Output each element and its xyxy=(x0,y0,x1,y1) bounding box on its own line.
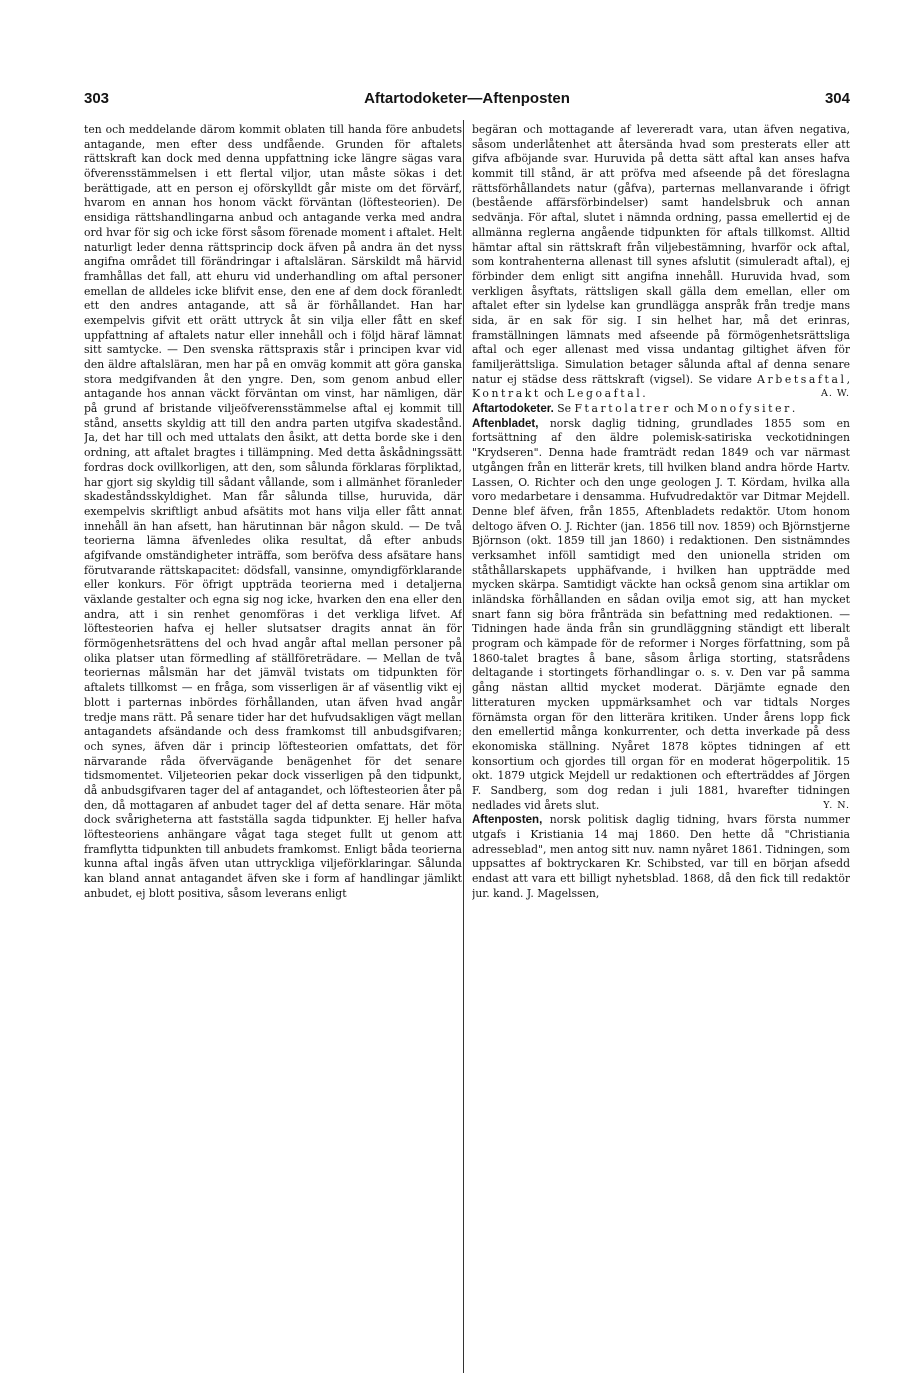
see-reference-kontrakt[interactable]: Kontrakt xyxy=(472,387,541,401)
left-column xyxy=(84,123,462,1373)
entry-aftal-end xyxy=(472,123,850,402)
column-divider xyxy=(463,120,464,1373)
see-and: och xyxy=(674,402,694,416)
see-reference-ftartolatrer[interactable]: Ftartolatrer xyxy=(574,402,671,416)
running-title: Aftartodoketer—Aftenposten xyxy=(364,90,570,107)
author-signature: Y. N. xyxy=(823,799,850,811)
entry-aftartodoketer xyxy=(472,402,850,417)
see-word: Se xyxy=(557,402,572,416)
see-reference-arbetsaftal[interactable]: Arbetsaftal xyxy=(757,372,847,386)
page-number-left: 303 xyxy=(84,90,110,107)
see-reference-legoaftal[interactable]: Legoaftal xyxy=(567,387,643,401)
see-reference-monofysiter[interactable]: Monofysiter xyxy=(697,402,792,416)
left-column-text: ten och meddelande därom kommit oblaten till handa före anbudets antagande, men efter dess undfående. Grunden för aftalets rättskraft kan dock med denna uppfattning icke längre sägas vara öfverensstämmelsen i ett flertal viljor, utan måste sökas i det berättigade, att en person ej oförskylldt går miste om det förvärf, hvarom en annan hos honom väckt förväntan (löftesteorien). De ensidiga rättshandlingarna anbud och antagande verka med andra ord hvar för sig och icke först såsom förenade moment i aftalet. Helt naturligt leder denna rättsprincip dock äfven på andra än det nyss angifna området till förändringar i aftalsläran. Särskildt må härvid framhållas det fall, att ehuru vid underhandling om aftal personer emellan de alldeles icke blifvit ense, den ene af dem dock föranledt ett den andres antagande, att så är förhållandet. Han har exempelvis gifvit ett orätt uttryck åt sin vilja eller fått en skef uppfattning af aftalets natur eller innehåll och i följd häraf lämnat sitt samtycke. — Den svenska rättspraxis står i principen kvar vid den äldre aftalsläran, men har på en omväg kommit att göra ganska stora medgifvanden åt den yngre. Den, som genom anbud eller antagande hos annan väckt förväntan om vinst, har nämligen, där på grund af bristande viljeöfverensstämmelse aftal ej kommit till stånd, ansetts skyldig att till den andra parten utgifva skadestånd. Ja, det har till och med uttalats den åsikt, att detta borde ske i den ordning, att aftalet bragtes i tillämpning. Med detta åskådningssätt fordras dock ovillkorligen, att den, som sålunda förklaras förpliktad, har gjort sig skyldig till sådant vållande, som i allmänhet föranleder skadeståndsskyldighet. Man får sålunda tillse, huruvida, där exempelvis skriftligt anbud afsätits mot hans vilja eller fått annat innehåll än han afsett, han härutinnan bär någon skuld. — De två teorierna lämna äfvenledes olika resultat, då efter anbuds afgifvande omständigheter inträffa, som beröfva dess afsätare hans förutvarande rättskapacitet: dödsfall, vansinne, omyndigförklarande eller konkurs. För öfrigt uppträda teorierna med i detaljerna växlande gestalter och egna sig nog icke, hvarken den ena eller den andra, att i sin renhet genomföras i det verkliga lifvet. Af löftesteorien hafva ej heller slutsatser dragits annat än för förmögenhetsrättens del och hvad angår aftal mellan personer på olika platser utan förmedling af ställföreträdare. — Mellan de två teoriernas målsmän har det jämväl tvistats om tidpunkten för aftalets tillkomst — en fråga, som visserligen är af väsentlig vikt ej blott i parternas inbördes förhållanden, utan äfven hvad angår tredje mans rätt. På senare tider har det hufvudsakligen vägt mellan antagandets afsändande och dess framkomst till anbudsgifvaren; och synes, äfven där i princip löftesteorien omfattats, det för närvarande råda öfvervägande benägenhet för det senare tidsmomentet. Viljeteorien pekar dock visserligen på den tidpunkt, då anbudsgifvaren tager del af antagandet, och löftesteorien åter på den, då mottagaren af anbudet tager del af detta senare. Här möta dock svårigheterna att fastställa sagda tidpunkter. Ej heller hafva löftesteoriens anhängare vågat taga steget fullt ut genom att framflytta tidpunkten till anbudets framkomst. Enligt båda teorierna kunna aftal ingås äfven utan uttryckliga viljeförklaringar. Sålunda kan bland annat antagandet äfven ske i form af handlingar jämlikt anbudet, ej blott positiva, såsom leverans enligt xyxy=(84,123,462,900)
entry-text: norsk politisk daglig tidning, hvars första nummer utgafs i Kristiania 14 maj 1860. Den hette då "Christiania adresseblad", men antog sitt nuv. namn nyåret 1861. Tidningen, som uppsattes af boktryckaren Kr. Schibsted, var till en början afsedd endast att vara ett billigt nyhetsblad. 1868, då den fick till redaktör jur. kand. J. Magelssen, xyxy=(472,813,850,900)
see-separator: , xyxy=(846,372,850,386)
see-end: . xyxy=(791,402,796,416)
page-number-right: 304 xyxy=(824,90,850,107)
right-column xyxy=(472,123,850,1373)
author-signature: A. W. xyxy=(820,388,850,400)
entry-aftenbladet xyxy=(472,417,850,814)
entry-headword: Aftartodoketer. xyxy=(472,403,554,416)
entry-text: norsk daglig tidning, grundlades 1855 som en fortsättning af den äldre polemisk-satiriska veckotidningen "Krydseren". Denna hade framträdt redan 1849 och var närmast utgången från en litterär krets, till hvilken bland andra hörde Hartv. Lassen, O. Richter och den unge geologen J. T. Kördam, hvilka alla voro medarbetare i densamma. Hufvudredaktör var Ditmar Mejdell. Denne blef äfven, från 1855, Aftenbladets redaktör. Utom honom deltogo äfven O. J. Richter (jan. 1856 till nov. 1859) och Björnstjerne Björnson (okt. 1859 till jan 1860) i redaktionen. Den sistnämndes verksamhet inföll samtidigt med den unionella striden om ståthållarskapets upphäfvande, i hvilken han uppträdde med mycken skärpa. Samtidigt väckte han också genom sina artiklar om inländska förhållanden en sådan ovilja emot sig, att han mycket snart fann sig böra frånträda sin befattning med redaktionen. — Tidningen hade ända från sin grundläggning ständigt ett liberalt program och kämpade för de reformer i Norges författning, som på 1860-talet bragtes å bane, såsom årliga storting, statsrådens deltagande i stortingets förhandlingar o. s. v. Den var på samma gång nästan alltid mycket moderat. Därjämte egnade den litteraturen mycken uppmärksamhet och var tidtals Norges förnämsta organ för den litterära kritiken. Under årens lopp fick den emellertid många konkurrenter, och detta inverkade på dess ekonomiska ställning. Nyåret 1878 köptes tidningen af ett konsortium och gjordes till organ för en moderat högerpolitik. 15 okt. 1879 utgick Mejdell ur redaktionen och efterträddes af Jörgen F. Sandberg, som dog redan i juli 1881, hvarefter tidningen nedlades vid årets slut. xyxy=(472,416,850,812)
entry-headword: Aftenposten, xyxy=(472,814,543,827)
see-end: . xyxy=(642,387,646,401)
entry-aftenposten xyxy=(472,813,850,901)
see-and: och xyxy=(544,387,564,401)
entry-headword: Aftenbladet, xyxy=(472,417,539,430)
aftal-continuation-text: begäran och mottagande af levereradt vara, utan äfven negativa, såsom underlåtenhet att återsända hvad som presterats eller att gifva afböjande svar. Huruvida på detta sätt aftal kan anses hafva kommit till stånd, är att pröfva med afseende på det föreslagna rättsförhållandets natur (gåfva), parternas mellanvarande i öfrigt (bestående affärsförbindelser) samt handelsbruk och annan sedvänja. För aftal, slutet i nämnda ordning, passa emellertid ej de allmänna reglerna angående tidpunkten för aftals tillkomst. Alltid hämtar aftal sin rättskraft från viljebestämning, hvarför ock aftal, som kontrahenterna allenast till synes afslutit (simuleradt aftal), ej förbinder dem enligt sitt angifna innehåll. Huruvida hvad, som verkligen åsyftats, rättsligen skall gälla dem emellan, eller om aftalet efter sin lydelse kan grundlägga anspråk från tredje mans sida, är en sak för sig. I sin helhet har, må det erinras, framställningen lämnats med afseende på förmögenhetsrättsliga aftal och eger allenast med vissa undantag giltighet äfven för familjerättsliga. Simulation betager sålunda aftal af denna senare natur ej städse dess rättskraft (vigsel). Se vidare xyxy=(472,123,850,386)
page-header xyxy=(84,90,850,110)
